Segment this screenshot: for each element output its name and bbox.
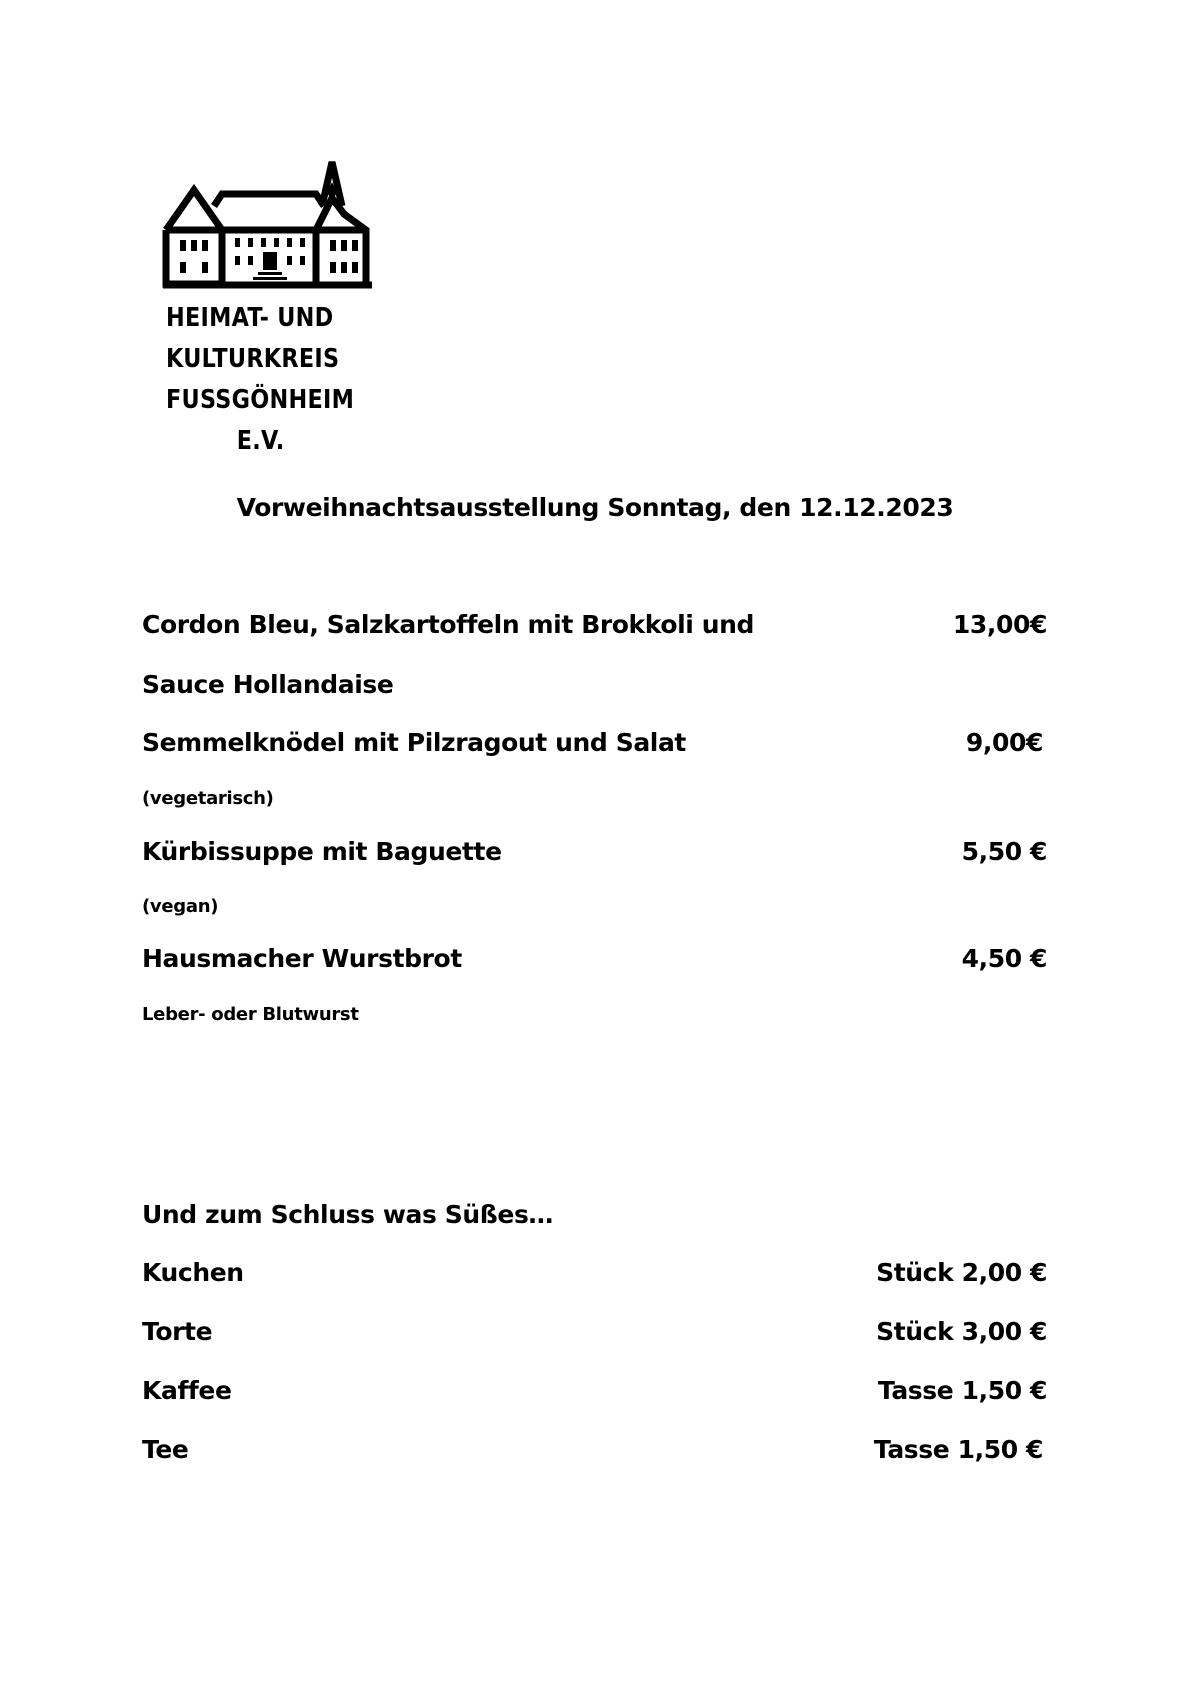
menu-item (142, 610, 1047, 642)
menu-item-note (142, 788, 1047, 812)
logo-line-4: E.V. (236, 426, 285, 456)
dessert-item-name: Torte (142, 1317, 213, 1346)
menu-item (142, 944, 1047, 976)
menu-item (142, 728, 1047, 760)
logo-wordmark (166, 298, 355, 462)
dessert-item-name: Kuchen (142, 1258, 244, 1287)
dessert-heading (142, 1200, 1047, 1232)
logo-line-2: KULTURKREIS (166, 344, 340, 374)
logo-line-3: FUSSGÖNHEIM (166, 385, 355, 415)
dessert-item (142, 1258, 1047, 1290)
menu-item-note-text: (vegetarisch) (142, 788, 274, 809)
dessert-item-price: Tasse 1,50 € (877, 1376, 1047, 1405)
dessert-item-name: Tee (142, 1435, 189, 1464)
menu-item-price: 4,50 € (961, 944, 1047, 973)
dessert-heading-text: Und zum Schluss was Süßes… (142, 1200, 554, 1229)
menu-item-name: Kürbissuppe mit Baguette (142, 837, 502, 866)
dessert-item-name: Kaffee (142, 1376, 232, 1405)
logo-line-1: HEIMAT- UND (166, 303, 334, 333)
dessert-item-price: Stück 3,00 € (876, 1317, 1047, 1346)
menu-item-price: 13,00€ (952, 610, 1047, 639)
dessert-item (142, 1317, 1047, 1349)
dessert-item-price: Stück 2,00 € (876, 1258, 1047, 1287)
menu-item-name: Semmelknödel mit Pilzragout und Salat (142, 728, 686, 757)
dessert-item (142, 1435, 1047, 1467)
dessert-item (142, 1376, 1047, 1408)
menu-item-name: Cordon Bleu, Salzkartoffeln mit Brokkoli und (142, 610, 755, 639)
menu-item-note (142, 1004, 1047, 1028)
page-title: Vorweihnachtsausstellung Sonntag, den 12.12.2023 (236, 493, 954, 522)
dessert-item-price: Tasse 1,50 € (873, 1435, 1043, 1464)
menu-item-note (142, 896, 1047, 920)
club-logo (160, 158, 380, 458)
menu-item-price: 5,50 € (961, 837, 1047, 866)
menu-item-price: 9,00€ (965, 728, 1043, 757)
menu-item-note-text: Leber- oder Blutwurst (142, 1004, 359, 1025)
menu-item (142, 837, 1047, 869)
menu-item-note-text: (vegan) (142, 896, 219, 917)
menu-item-name: Hausmacher Wurstbrot (142, 944, 462, 973)
manor-house-icon (160, 158, 380, 298)
menu-item-name-continued: Sauce Hollandaise (142, 670, 394, 699)
menu-item-continuation (142, 670, 1047, 702)
